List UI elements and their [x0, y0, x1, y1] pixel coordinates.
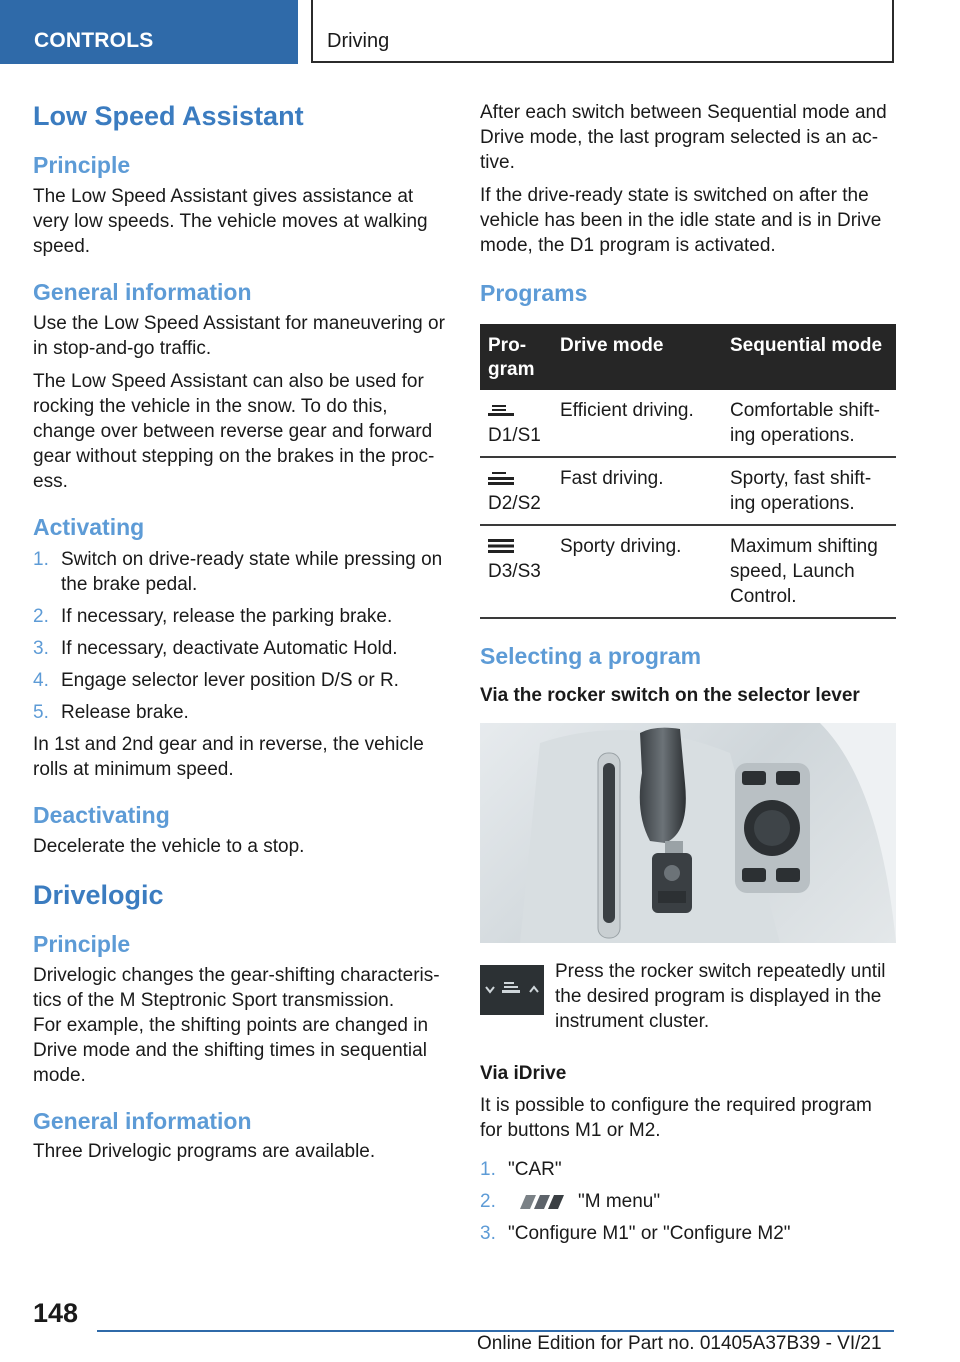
step-text: If necessary, deactivate Automatic Hold.: [61, 638, 398, 660]
table-row: [480, 457, 896, 525]
paragraph: In 1st and 2nd gear and in reverse, the vehicle rolls at minimum speed.: [33, 734, 424, 781]
sequential-mode-cell: Sporty, fast shifting operations.: [722, 457, 896, 525]
subheading-via-rocker: Via the rocker switch on the selector lever: [480, 685, 860, 707]
section-tab: [311, 0, 894, 63]
heading-activating: Activating: [33, 513, 145, 540]
paragraph: Decelerate the vehicle to a stop.: [33, 835, 305, 857]
paragraph: Drivelogic changes the gear-shifting characteristics of the M Steptronic Sport transmission.: [33, 964, 440, 1011]
heading-selecting-a-program: Selecting a program: [480, 642, 702, 669]
chapter-tab: [0, 0, 298, 64]
page-title: Low Speed Assistant: [33, 101, 304, 131]
sequential-mode-cell: Comfortable shifting operations.: [722, 390, 896, 457]
step-text: Release brake.: [61, 702, 189, 724]
drivelogic-3-bar-icon: [488, 536, 514, 556]
list-item: [480, 1157, 896, 1182]
paragraph: It is possible to configure the required program for buttons M1 or M2.: [480, 1094, 872, 1141]
paragraph: Press the rocker switch repeatedly until the desired program is displayed in the instrument cluster.: [555, 960, 886, 1032]
step-number: 5.: [33, 702, 49, 724]
m-logo-icon: [514, 1195, 572, 1209]
programs-table: [480, 324, 896, 619]
step-number: 1.: [33, 549, 49, 571]
drive-mode-cell: Sporty driving.: [552, 525, 722, 618]
section-title-drivelogic: Drivelogic: [33, 879, 164, 910]
table-row: [480, 390, 896, 457]
chapter-title: CONTROLS: [34, 29, 154, 52]
step-number: 2.: [33, 606, 49, 628]
list-item: [33, 700, 453, 725]
list-item: [480, 1221, 896, 1246]
list-item: [480, 1189, 896, 1214]
step-text: "CAR": [508, 1158, 562, 1180]
section-title: Driving: [327, 30, 390, 52]
paragraph: Three Drivelogic programs are available.: [33, 1141, 376, 1163]
instrument-cluster-icon: [480, 965, 544, 1015]
heading-principle: Principle: [33, 931, 131, 958]
right-column: [480, 100, 896, 1253]
left-column: [33, 100, 453, 1164]
drive-mode-cell: Efficient driving.: [552, 390, 722, 457]
paragraph: For example, the shifting points are changed in Drive mode and the shifting times in sequential mode.: [33, 1014, 429, 1086]
idrive-steps: [480, 1157, 896, 1246]
step-number: 1.: [480, 1158, 496, 1180]
program-label: D1/S1: [488, 424, 541, 446]
heading-deactivating: Deactivating: [33, 802, 170, 829]
paragraph: If the drive-ready state is switched on after the vehicle has been in the idle state and is in Drive mode, the D1 program is activated.: [480, 185, 882, 256]
program-cell: [480, 390, 552, 457]
step-text: If necessary, release the parking brake.: [61, 606, 393, 628]
paragraph: The Low Speed Assistant gives assistance at very low speeds. The vehicle moves at walking speed.: [33, 185, 428, 257]
heading-principle: Principle: [33, 152, 131, 179]
drivelogic-1-bar-icon: [488, 400, 514, 420]
list-item: [33, 636, 453, 661]
step-number: 3.: [480, 1222, 496, 1244]
heading-general-information: General information: [33, 1107, 252, 1134]
program-cell: [480, 525, 552, 618]
program-label: D3/S3: [488, 560, 541, 582]
drivelogic-2-bar-icon: [488, 468, 514, 488]
step-text: "Configure M1" or "Configure M2": [508, 1222, 791, 1244]
column-header: Sequential mode: [722, 324, 896, 390]
rocker-instruction: [480, 959, 896, 1034]
column-header: Drive mode: [552, 324, 722, 390]
paragraph: Use the Low Speed Assistant for maneuvering or in stop-and-go traffic.: [33, 312, 445, 359]
step-number: 2.: [480, 1190, 496, 1212]
list-item: [33, 668, 453, 693]
sequential-mode-cell: Maximum shifting speed, Launch Control.: [722, 525, 896, 618]
step-text: Engage selector lever position D/S or R.: [61, 670, 399, 692]
step-text: Switch on drive-ready state while pressing on the brake pedal.: [61, 549, 443, 596]
activating-steps: [33, 547, 453, 725]
heading-general-information: General information: [33, 278, 252, 305]
edition-note: Online Edition for Part no. 01405A37B39 - VI/21: [477, 1333, 882, 1354]
column-header: Program: [480, 324, 552, 390]
list-item: [33, 604, 453, 629]
subheading-via-idrive: Via iDrive: [480, 1062, 567, 1084]
step-number: 3.: [33, 638, 49, 660]
instrument-cluster-display: [480, 965, 544, 1015]
program-label: D2/S2: [488, 492, 541, 514]
page-number: 148: [33, 1298, 79, 1328]
drive-mode-cell: Fast driving.: [552, 457, 722, 525]
paragraph: After each switch between Sequential mode and Drive mode, the last program selected is an active.: [480, 102, 887, 173]
step-text: "M menu": [578, 1190, 661, 1212]
table-row: [480, 525, 896, 618]
table-header-row: [480, 324, 896, 390]
selector-lever-illustration: [480, 723, 896, 943]
step-number: 4.: [33, 670, 49, 692]
program-cell: [480, 457, 552, 525]
selector-lever-photo: [480, 723, 896, 943]
paragraph: The Low Speed Assistant can also be used for rocking the vehicle in the snow. To do this, change over between reverse gear and forward gear without stepping on the brakes in the process.: [33, 370, 435, 492]
footer-divider: [97, 1330, 894, 1332]
heading-programs: Programs: [480, 280, 588, 306]
list-item: [33, 547, 453, 597]
